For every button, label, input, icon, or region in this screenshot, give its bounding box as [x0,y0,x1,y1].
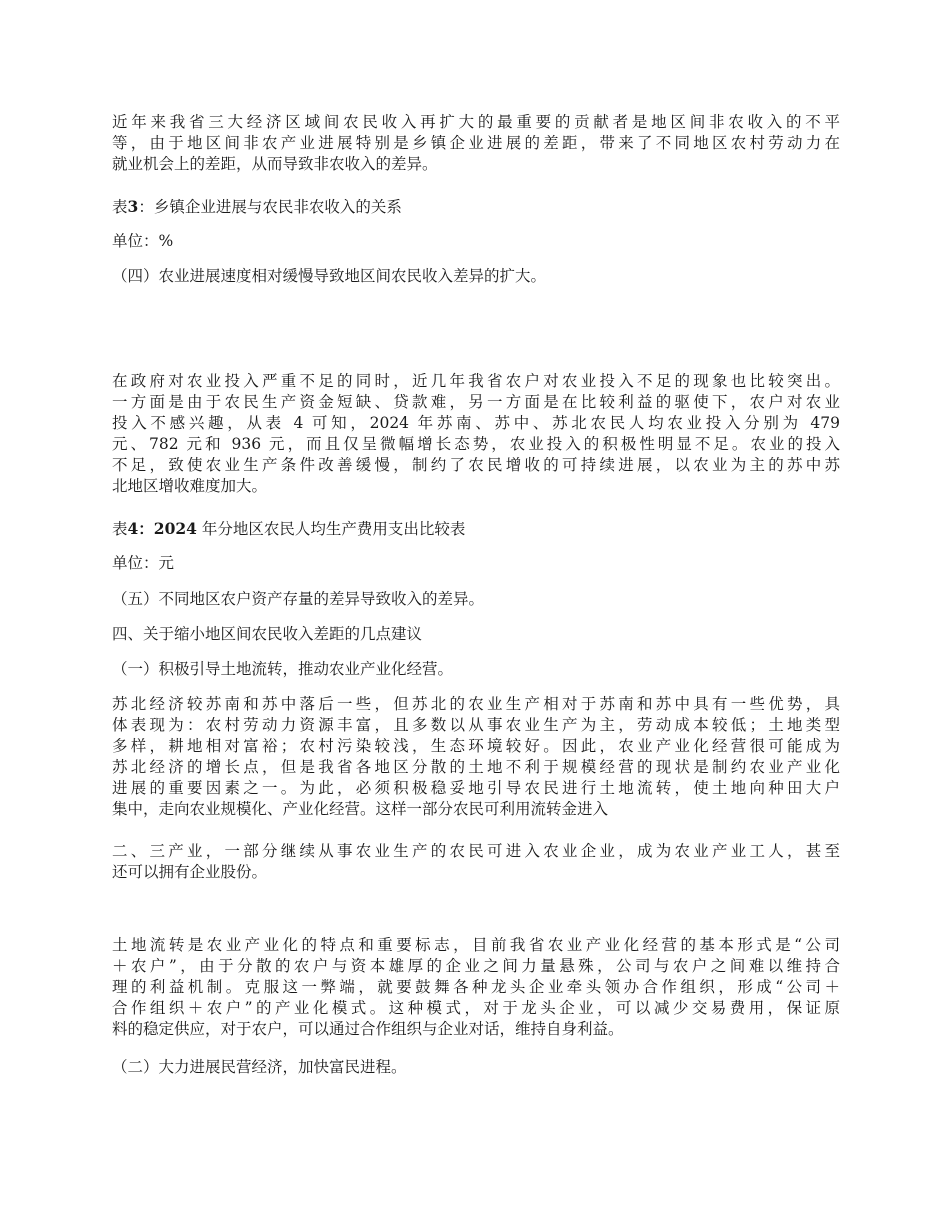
paragraph-secondary-tertiary [112,841,840,883]
heading-section-5-sub: （五）不同地区农户资产存量的差异导致收入的差异。 [112,590,485,608]
paragraph-line: 北地区增收难度加大。 [112,477,268,495]
table3-caption-text: ：乡镇企业进展与农民非农收入的关系 [138,198,402,216]
paragraph-line: 进展的重要因素之一。为此，必须积极稳妥地引导农民进行土地流转，使土地向种田大户 [112,779,840,797]
heading-section-4-sub: （四）农业进展速度相对缓慢导致地区间农民收入差异的扩大。 [112,267,547,285]
paragraph-line: 元、782 元和 936 元，而且仅呈微幅增长态势，农业投入的积极性明显不足。农业的投入 [112,435,840,453]
paragraph-line: 集中，走向农业规模化、产业化经营。这样一部分农民可利用流转金进入 [112,800,609,818]
paragraph-line: 就业机会上的差距，从而导致非农收入的差异。 [112,155,438,173]
paragraph-line: 近年来我省三大经济区域间农民收入再扩大的最重要的贡献者是地区间非农收入的不平 [112,113,840,131]
paragraph-line: 理的利益机制。克服这一弊端，就要鼓舞各种龙头企业牵头领办合作组织，形成“公司＋ [112,978,840,996]
paragraph-line: 等，由于地区间非农产业进展特别是乡镇企业进展的差距，带来了不同地区农村劳动力在 [112,134,840,152]
table4-caption-text: 年分地区农民人均生产费用支出比较表 [196,520,466,538]
paragraph-line: 料的稳定供应，对于农户，可以通过合作组织与企业对话，维持自身利益。 [112,1020,624,1038]
heading-section-4: 四、关于缩小地区间农民收入差距的几点建议 [112,625,423,643]
paragraph-line: 苏北经济较苏南和苏中落后一些，但苏北的农业生产相对于苏南和苏中具有一些优势，具 [112,695,840,713]
heading-section-4-2: （二）大力进展民营经济，加快富民进程。 [112,1058,407,1076]
paragraph-line: 二、三产业，一部分继续从事农业生产的农民可进入农业企业，成为农业产业工人，甚至 [112,842,840,860]
table4-caption [112,518,840,540]
paragraph-line: 一方面是由于农民生产资金短缺、贷款难，另一方面是在比较利益的驱使下，农户对农业 [112,393,840,411]
paragraph-subei-advantages [112,694,840,820]
paragraph-line: 多样，耕地相对富裕；农村污染较浅，生态环境较好。因此，农业产业化经营很可能成为 [112,737,840,755]
paragraph-line: 还可以拥有企业股份。 [112,863,268,881]
heading-section-4-1: （一）积极引导土地流转，推动农业产业化经营。 [112,660,454,678]
paragraph-agri-investment [112,371,840,497]
paragraph-line: 合作组织＋农户”的产业化模式。这种模式，对于龙头企业，可以减少交易费用，保证原 [112,999,840,1017]
paragraph-line: ＋农户”，由于分散的农户与资本雄厚的企业之间力量悬殊，公司与农户之间难以维持合 [112,957,840,975]
paragraph-line: 投入不感兴趣，从表 4 可知，2024 年苏南、苏中、苏北农民人均农业投入分别为 479 [112,414,840,432]
paragraph-line: 不足，致使农业生产条件改善缓慢，制约了农民增收的可持续进展，以农业为主的苏中苏 [112,456,840,474]
paragraph-land-transfer [112,935,840,1040]
table3-unit: 单位：% [112,232,174,250]
table3-caption-number: 3 [127,197,139,216]
paragraph-line: 体表现为：农村劳动力资源丰富，且多数以从事农业生产为主，劳动成本较低；土地类型 [112,716,840,734]
table3-caption [112,196,840,218]
table4-caption-prefix: 表 [112,520,128,538]
table4-caption-number: 4：2024 [127,519,197,538]
table4-unit: 单位：元 [112,554,175,572]
paragraph-income-gap [112,112,840,175]
paragraph-line: 在政府对农业投入严重不足的同时，近几年我省农户对农业投入不足的现象也比较突出。 [112,372,840,390]
table3-caption-prefix: 表 [112,198,128,216]
paragraph-line: 土地流转是农业产业化的特点和重要标志，目前我省农业产业化经营的基本形式是“公司 [112,936,840,954]
paragraph-line: 苏北经济的增长点，但是我省各地区分散的土地不利于规模经营的现状是制约农业产业化 [112,758,840,776]
